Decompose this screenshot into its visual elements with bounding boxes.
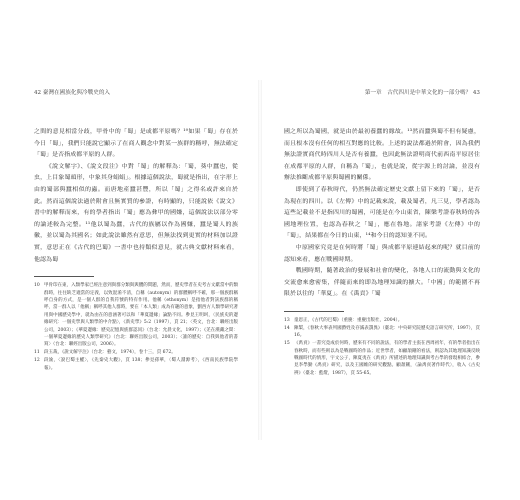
left-body-text bbox=[34, 127, 238, 266]
footnote-number: 14 bbox=[284, 325, 290, 331]
footnote-text: 童恩正，《古代的巴蜀》（重慶：重慶出版社，2004）。 bbox=[294, 317, 403, 323]
right-running-header: 第一章 古代四川是中華文化的一部分嗎？ 43 bbox=[364, 90, 480, 96]
left-footnotes bbox=[34, 282, 238, 372]
right-paragraph-4: 戰國時期，隨著政治的發展和社會的變化，各地人口的流動與文化的交流愈來愈密集，伴隨而來的即為地理知識的擴大。「中國」的範圍不再限於以往的「華夏」。在《禹貢》「蜀 bbox=[284, 268, 480, 298]
footnote-number: 12 bbox=[34, 358, 40, 364]
right-footnotes bbox=[284, 317, 480, 377]
footnote-number: 10 bbox=[34, 283, 40, 289]
left-paragraph-2: 《說文解字》、《說文段注》中對「蜀」的解釋為：「蜀，葵中蠶也，從虫，上目象蜀頭形，中象其身蜎蜎」。根據這個說法，蜀就是指出，在字形上由的蜀部與蠶相似的蟲。而唐地產蠶甚豐，所以「蜀」之得名或許來自於此。然而這個說法過於附會且無實質的參證，有時顯的，只能說依《說文》書中的解釋而來，有的學者指出「蜀」應為彝甲的國嫌，這個說法以部分零的論述較為完整。¹¹他以蜀為蠶，古代的族屬以作為國嫌，蠶是蜀人的族徽，並以蜀為其國名；如此說法雖然有意思，但無法找到更實的材料加以證實，意思正在《古代的巴蜀》一書中也持類似意見，就古典文獻材料來看，他認為蜀 bbox=[34, 163, 238, 263]
footnote bbox=[34, 357, 238, 372]
right-body-text bbox=[284, 127, 480, 301]
footnote-number: 13 bbox=[284, 317, 290, 323]
footnote-number: 15 bbox=[284, 341, 290, 347]
footnote bbox=[34, 282, 238, 349]
left-running-header: 42 臺灣在國族化與冷戰史的入 bbox=[34, 90, 111, 96]
footnote bbox=[34, 349, 238, 356]
right-page bbox=[260, 0, 520, 500]
left-footnote-rule bbox=[34, 276, 94, 277]
left-paragraph-1: 之間的意見相當分歧，甲骨中的「蜀」是或都平原嗎？¹⁰如果「蜀」存在於今日「蜀」，我們只能說它顯示了在商人觀念中對某一族群的稱呼，無法確定「蜀」是否指成都平原的人群。 bbox=[34, 129, 238, 159]
footnote-text: 《禹貢》一書究竟成於何時，歷來有不同的說法，有的學者主張在西周初年，有的學者指出在春秋時，而有些則以為是戰國時的作品；近世學者，如顧頡剛的看法，則認為其地理知識反映戰國時代的情形，宇文公子，陳夏夷在《禹貢》所描述的地理知識與考古學的發現相結合，參見李學勤《禹貢》研究，以及王國維的研究觀點。顧頡剛，〈論禹貢著作時代〉，收入《古史辨》（臺北：藍燈，1987），頁 55-65。 bbox=[294, 341, 480, 376]
right-footnote-rule bbox=[284, 311, 344, 312]
right-paragraph-1: 國之所以為蜀國，就是由於最初養蠶的緣故。¹³然而蠶與蜀不但有疑慮，而且根本沒有任何的相互對應的比較。上述的說法都過於附會，因為我們無法證實商代時四川人是否有養蠶，也因此無法證明商代前西南平原居住在成都平原的人群，自稱為「蜀」，也就是說，從字源上的討論，並沒有辦法推斷成都平原與蜀國的關係。 bbox=[284, 129, 480, 182]
right-paragraph-3: 中原國家究竟是在何時將「蜀」與成都平原連結起來的呢？就目前的認知來看，應在戰國時期。 bbox=[284, 244, 480, 263]
footnote bbox=[284, 340, 480, 377]
right-paragraph-2: 即使到了春秋時代，仍然無法確定歷史文獻上留下來的「蜀」，是否為現在的四川。以《左傳》中的記載來說，載及蜀者，凡三見，學者認為這些記載並不是指四川的蜀國，可能是在今山東省，陳槃考證春秋時的各國地理位置，也認為春秋之「蜀」，應在魯地。諸家考證《左傳》中的「蜀」，結果都在今日的山東，¹⁴和今日的認知並不同。 bbox=[284, 186, 480, 240]
footnote-text: 段玉裁，《說文解字注》（台北：藝文，1974），卷十三，頁 672。 bbox=[44, 350, 176, 356]
footnote bbox=[284, 317, 480, 324]
footnote-text: 段渝，〈說巴蜀主權〉，《先秦史大觀》，頁 138；參見孫華，〈蜀人淵源考〉，《西南民族學院學報》。 bbox=[44, 358, 238, 371]
footnote-number: 11 bbox=[34, 350, 40, 356]
footnote-text: 陳槃，《春秋大事表列國爵姓及存滅表譔異》（臺北：中央研究院歷史語言研究所，1997），頁 16。 bbox=[294, 325, 480, 339]
footnote bbox=[284, 325, 480, 340]
footnote-text: 甲骨印在東，入類學家已經注意到與群分類與與體的問題，然而，歷史學者在史考古文獻當中的類群時，往往缺乏適當的定義，以致混淆不清，自稱（autonym）的群體稱呼不確，那一個族群稱呼自身的方式，是一個人群的自我符號的特有作用。他稱（ethonym）是指他者對該族群的稱呼，當一群人以「他稱」稱呼其他人群時，要在「本人類」成為有趣的意象，劉西方人類學研究著用與中國歷史學中，就為由在的意涵著可以和「華夏邊緣」論點不同。參見王明珂，〈民族史的邊緣研究：一個史學與人類學的中介點〉，《新史學》5:2（1997），頁 21；〈英文，台北：聯經出版公司，2003）；《華夏邊緣：歷史記憶與族群認同》（台北：允晨文化，1997）；《羌在漢藏之間：一個華夏邊緣的歷史人類學研究》（台北：聯經出版公司，2003）；〈誰的歷史：自我與他者的書寫〉（台北：聯經出版公司，2006）。 bbox=[44, 283, 238, 348]
